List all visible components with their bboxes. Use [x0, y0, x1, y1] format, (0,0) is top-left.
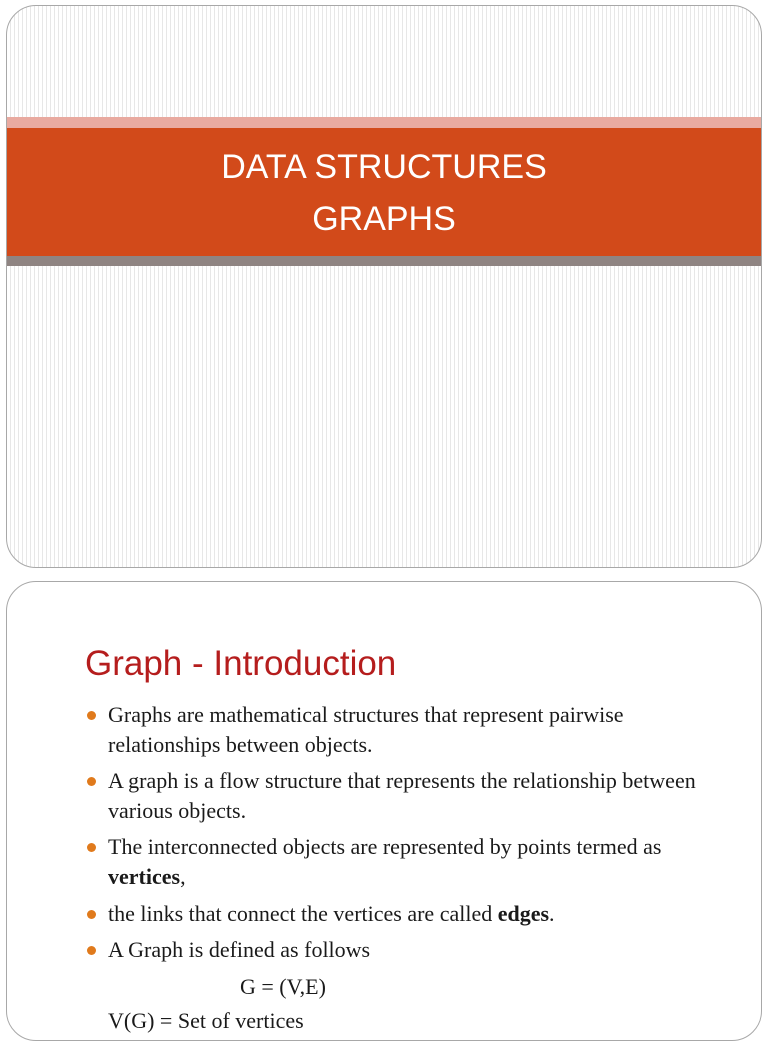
bullet-text: A Graph is defined as follows — [108, 937, 371, 962]
title-slide — [6, 5, 762, 568]
bullet-item — [108, 899, 738, 929]
bullet-text: Graphs are mathematical structures that represent pairwise relationships between objects. — [108, 702, 624, 757]
bullet-text-end: . — [549, 901, 555, 926]
title-band-accent-bottom — [7, 256, 761, 266]
bullet-dot-icon — [87, 777, 96, 786]
formula-graph-definition: G = (V,E) — [240, 974, 326, 999]
bullet-item — [108, 700, 738, 760]
bullet-item — [108, 935, 738, 965]
bullet-bold-term: vertices — [108, 864, 181, 889]
slide-title-line-2: GRAPHS — [312, 200, 456, 238]
bullet-text: the links that connect the vertices are called — [108, 901, 498, 926]
bullet-text: The interconnected objects are represented by points termed as — [108, 834, 662, 859]
slide-title-line-1: DATA STRUCTURES — [221, 148, 547, 186]
bullet-bold-term: edges — [497, 901, 550, 926]
bullet-dot-icon — [87, 843, 96, 852]
bullet-item — [108, 766, 738, 826]
bullet-text-end: , — [180, 864, 186, 889]
bullet-dot-icon — [87, 946, 96, 955]
slide-heading: Graph - Introduction — [85, 644, 397, 683]
bullet-dot-icon — [87, 711, 96, 720]
content-slide — [6, 581, 762, 1041]
bullet-item — [108, 832, 738, 892]
title-band-accent-top — [7, 117, 761, 128]
bullet-dot-icon — [87, 910, 96, 919]
formula-vertex-set: V(G) = Set of vertices — [108, 1008, 304, 1033]
bullet-text: A graph is a flow structure that represents the relationship between various objects. — [108, 768, 696, 823]
